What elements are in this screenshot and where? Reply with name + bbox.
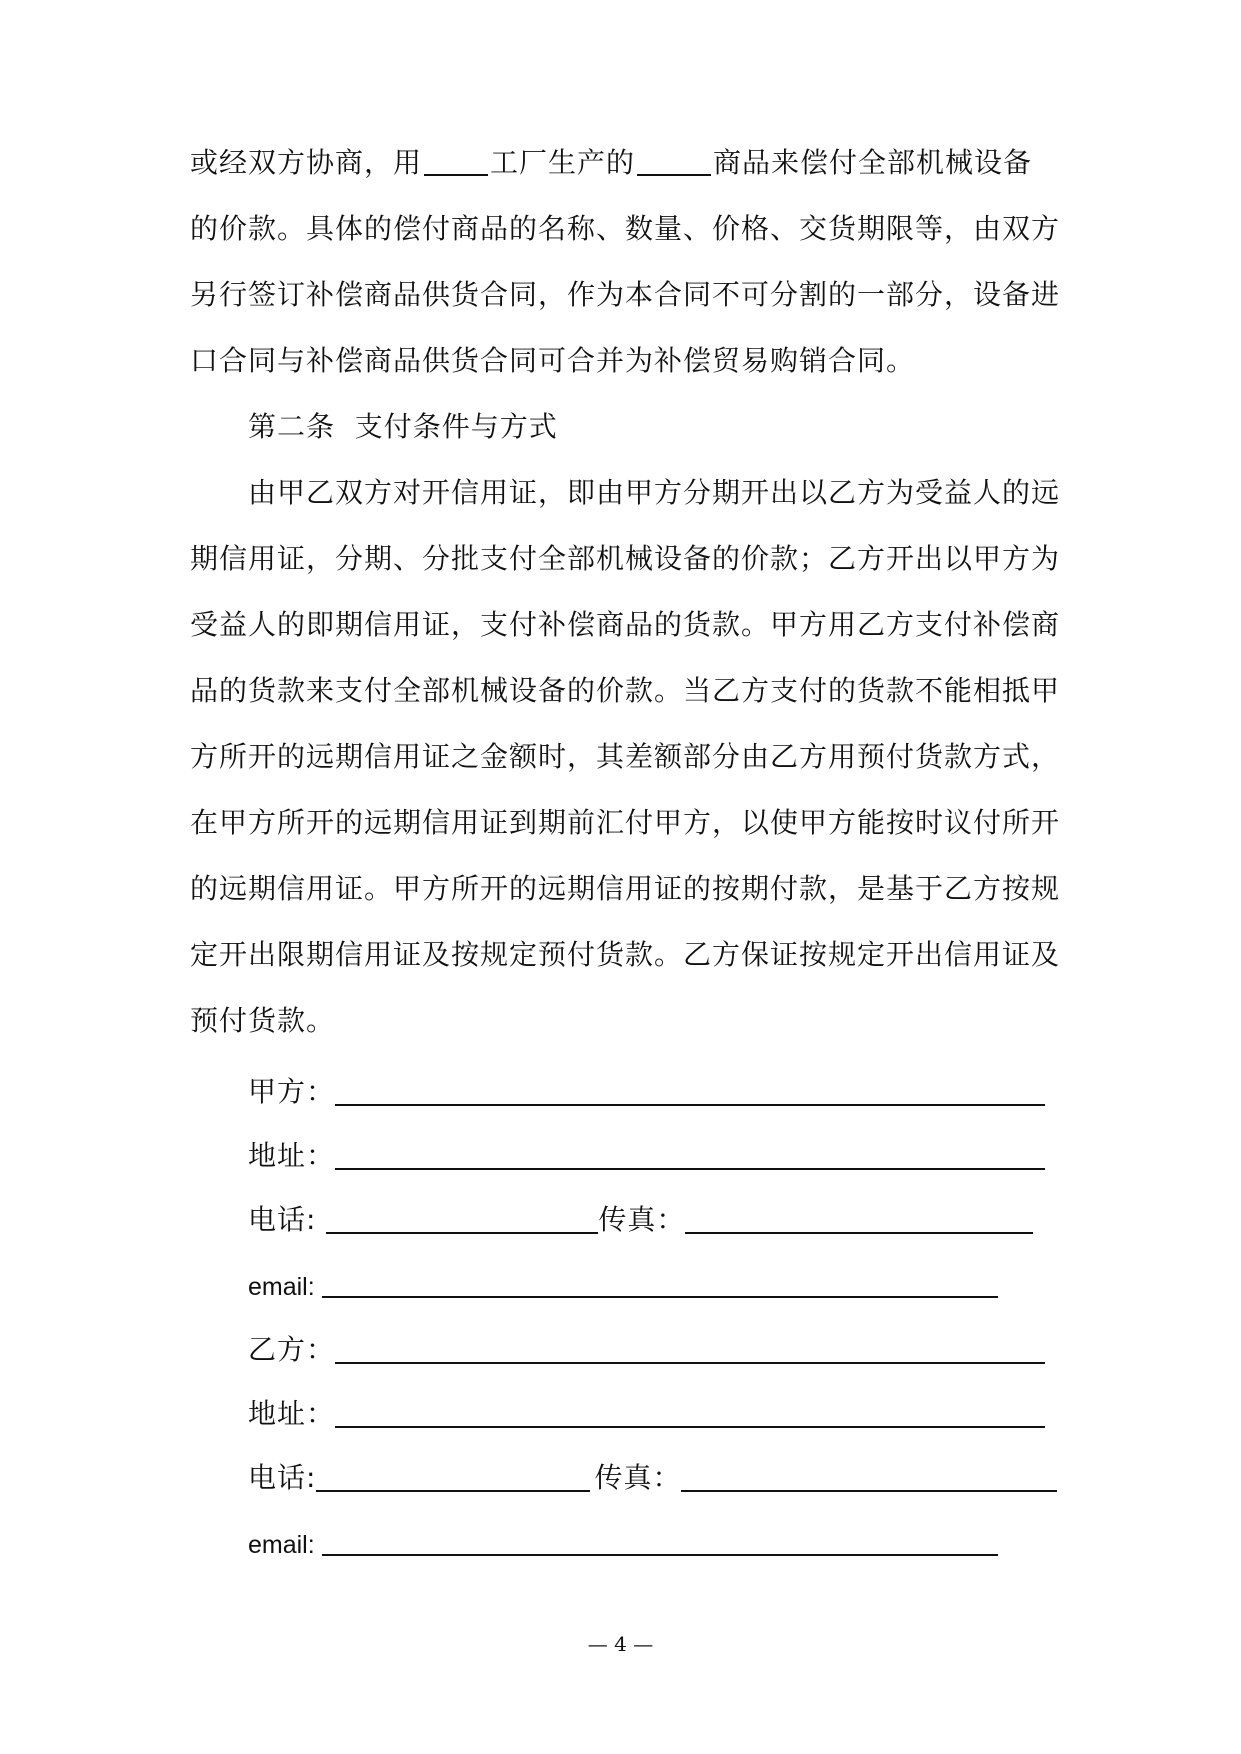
paragraph2-line: 期信用证，分期、分批支付全部机械设备的价款；乙方开出以甲方为 [190, 542, 1061, 575]
party-b-address-field[interactable] [335, 1396, 1045, 1428]
party-b-address-label: 地址： [248, 1397, 336, 1430]
party-b-email-label: email: [248, 1531, 322, 1559]
party-a-name-row [248, 1070, 1045, 1110]
paragraph1-line3: 另行签订补偿商品供货合同，作为本合同不可分割的一部分，设备进 [190, 278, 1061, 311]
party-b-name-field[interactable] [335, 1332, 1045, 1364]
paragraph2-line: 品的货款来支付全部机械设备的价款。当乙方支付的货款不能相抵甲 [190, 674, 1061, 707]
party-a-fax-label: 传真： [598, 1203, 686, 1236]
party-b-email-row [248, 1520, 998, 1560]
contract-body [190, 130, 1060, 1054]
paragraph2-line: 的远期信用证。甲方所开的远期信用证的按期付款，是基于乙方按规 [190, 872, 1061, 905]
party-a-contact-row [248, 1198, 1033, 1238]
page-number: — 4 — [587, 1632, 654, 1656]
paragraph2-line: 定开出限期信用证及按规定预付货款。乙方保证按规定开出信用证及 [190, 938, 1061, 971]
article2-heading: 第二条 支付条件与方式 [248, 410, 558, 443]
party-a-name-label: 甲方： [248, 1075, 336, 1108]
paragraph2-line: 受益人的即期信用证，支付补偿商品的货款。甲方用乙方支付补偿商 [190, 608, 1061, 641]
party-b-fax-label: 传真： [594, 1461, 682, 1494]
party-a-address-row [248, 1134, 1045, 1174]
party-a-phone-field[interactable] [326, 1202, 598, 1234]
paragraph2-line: 在甲方所开的远期信用证到期前汇付甲方，以使甲方能按时议付所开 [190, 806, 1061, 839]
paragraph1-line4: 口合同与补偿商品供货合同可合并为补偿贸易购销合同。 [190, 344, 916, 377]
paragraph2-line: 由甲乙双方对开信用证，即由甲方分期开出以乙方为受益人的远 [248, 476, 1061, 509]
party-b-phone-label: 电话: [248, 1461, 317, 1494]
party-b-phone-field[interactable] [316, 1460, 590, 1492]
party-b-email-field[interactable] [322, 1524, 998, 1556]
paragraph1-line1: 或经双方协商，用 工厂生产的 商品来偿付全部机械设备 [190, 146, 1033, 179]
blank-product [637, 144, 711, 176]
party-a-fax-field[interactable] [685, 1202, 1033, 1234]
party-a-phone-label: 电话: [248, 1203, 327, 1236]
party-b-address-row [248, 1392, 1045, 1432]
blank-factory [424, 144, 488, 176]
party-b-name-row [248, 1328, 1045, 1368]
party-a-address-field[interactable] [335, 1138, 1045, 1170]
party-a-address-label: 地址： [248, 1139, 336, 1172]
party-b-contact-row [248, 1456, 1057, 1496]
party-a-email-label: email: [248, 1273, 322, 1301]
party-a-name-field[interactable] [335, 1074, 1045, 1106]
party-a-email-row [248, 1262, 998, 1302]
paragraph1-line2: 的价款。具体的偿付商品的名称、数量、价格、交货期限等，由双方 [190, 212, 1061, 245]
party-a-email-field[interactable] [322, 1266, 998, 1298]
party-b-name-label: 乙方： [248, 1333, 336, 1366]
party-b-fax-field[interactable] [681, 1460, 1057, 1492]
paragraph2-line: 预付货款。 [190, 1004, 336, 1037]
paragraph2-line: 方所开的远期信用证之金额时，其差额部分由乙方用预付货款方式， [190, 740, 1061, 773]
